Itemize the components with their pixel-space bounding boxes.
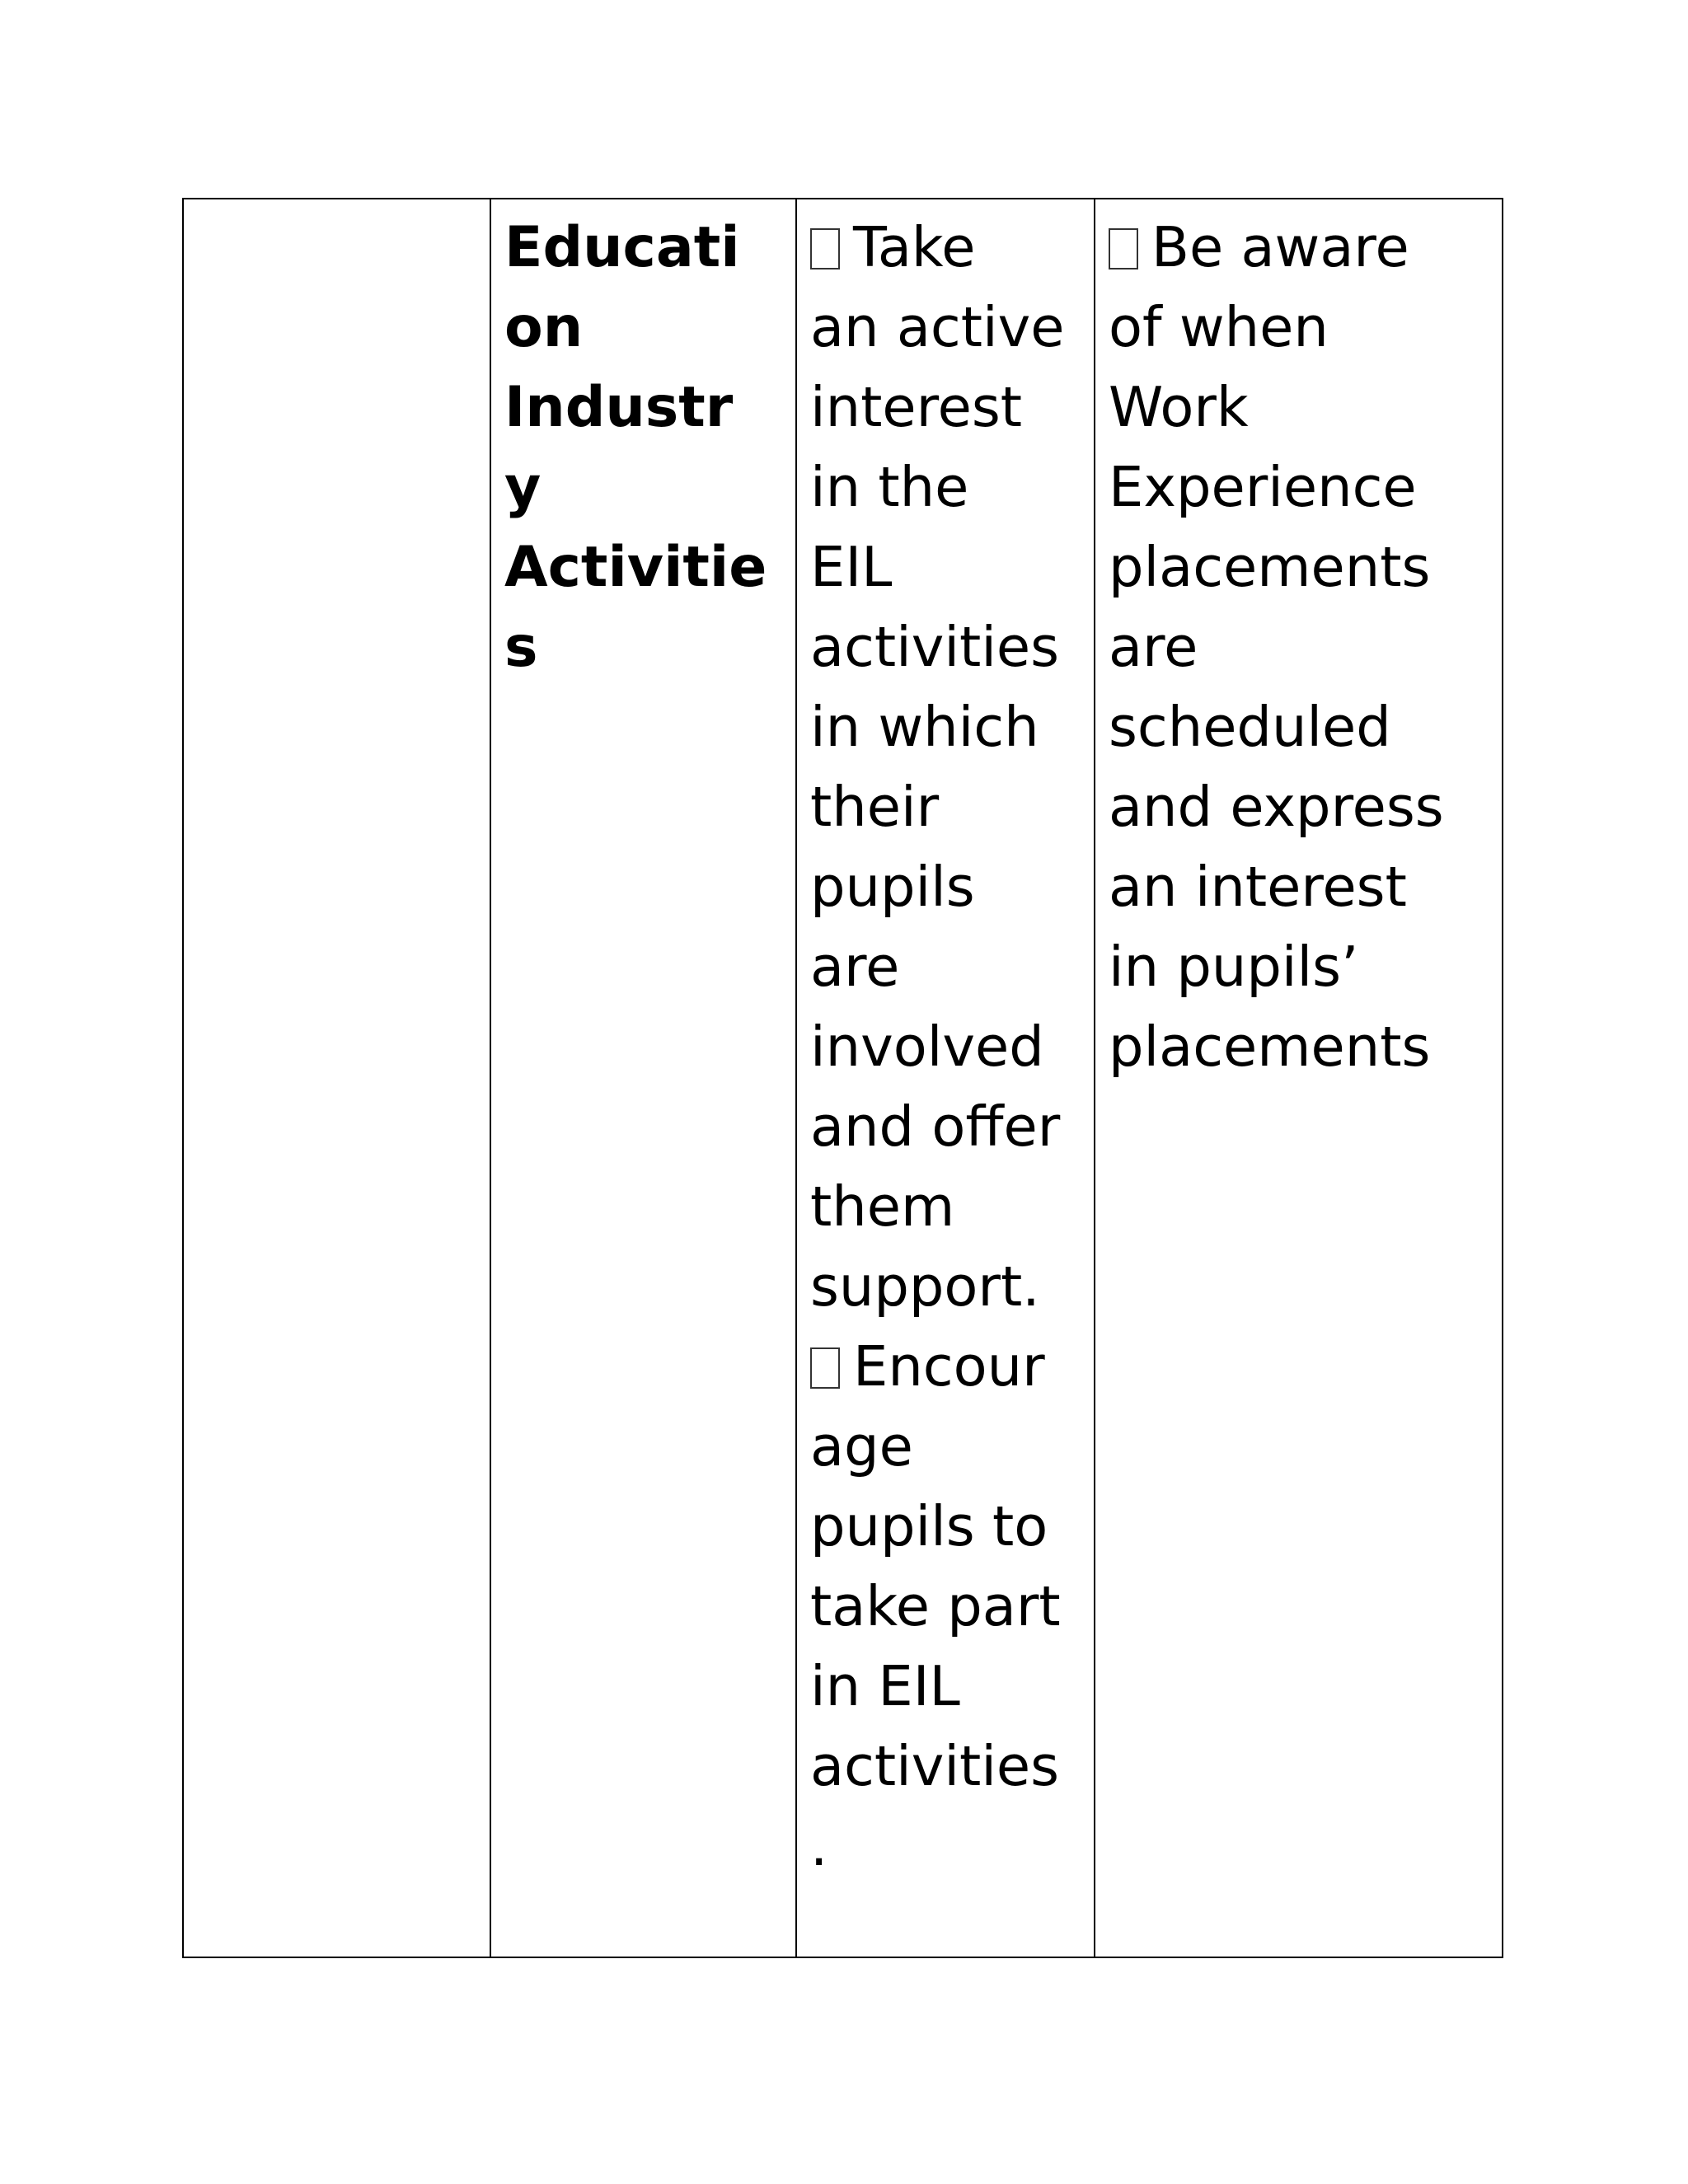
awareness-cell	[1095, 199, 1503, 1957]
text-line: pupils to	[810, 1494, 1048, 1558]
text-line: of when	[1109, 295, 1329, 359]
text-line: Work	[1109, 375, 1249, 439]
bullet-item-line	[1109, 208, 1502, 288]
text-line: scheduled	[1109, 695, 1391, 759]
text-line: in the	[810, 455, 969, 519]
text-line: Be aware	[1151, 215, 1409, 279]
text-line: Experience	[1109, 455, 1417, 519]
text-line: involved	[810, 1015, 1044, 1079]
bullet-item-line	[810, 1327, 1094, 1407]
heading-line: s	[504, 615, 538, 680]
empty-cell	[183, 199, 490, 1957]
text-line: placements	[1109, 535, 1431, 599]
heading-line: Activitie	[504, 535, 767, 600]
box-bullet-icon	[1109, 228, 1138, 269]
text-line: age	[810, 1414, 913, 1479]
text-line: EIL	[810, 535, 893, 599]
text-line: activities	[810, 1734, 1060, 1798]
text-line: Take	[853, 215, 976, 279]
text-line: are	[1109, 615, 1198, 679]
bullet-item-line	[810, 208, 1094, 288]
text-line: in EIL	[810, 1654, 960, 1718]
box-bullet-icon	[810, 1347, 840, 1389]
text-line: .	[810, 1814, 828, 1878]
heading-line: y	[504, 455, 542, 520]
text-line: and express	[1109, 775, 1444, 839]
content-table	[182, 198, 1503, 1958]
text-line: an interest	[1109, 855, 1407, 919]
section-heading-cell	[490, 199, 796, 1957]
text-line: in which	[810, 695, 1039, 759]
text-line: support.	[810, 1254, 1040, 1319]
text-line: pupils	[810, 855, 975, 919]
text-line: Encour	[853, 1334, 1045, 1399]
heading-line: on	[504, 295, 584, 360]
heading-line: Educati	[504, 215, 740, 280]
text-line: their	[810, 775, 940, 839]
actions-cell	[796, 199, 1095, 1957]
text-line: them	[810, 1174, 955, 1239]
text-line: placements	[1109, 1015, 1431, 1079]
text-line: an active	[810, 295, 1065, 359]
text-line: are	[810, 935, 900, 999]
text-line: in pupils’	[1109, 935, 1359, 999]
box-bullet-icon	[810, 228, 840, 269]
table-row	[183, 199, 1503, 1957]
text-line: and offer	[810, 1094, 1061, 1159]
text-line: activities	[810, 615, 1060, 679]
text-line: interest	[810, 375, 1023, 439]
text-line: take part	[810, 1574, 1061, 1638]
heading-line: Industr	[504, 375, 734, 440]
